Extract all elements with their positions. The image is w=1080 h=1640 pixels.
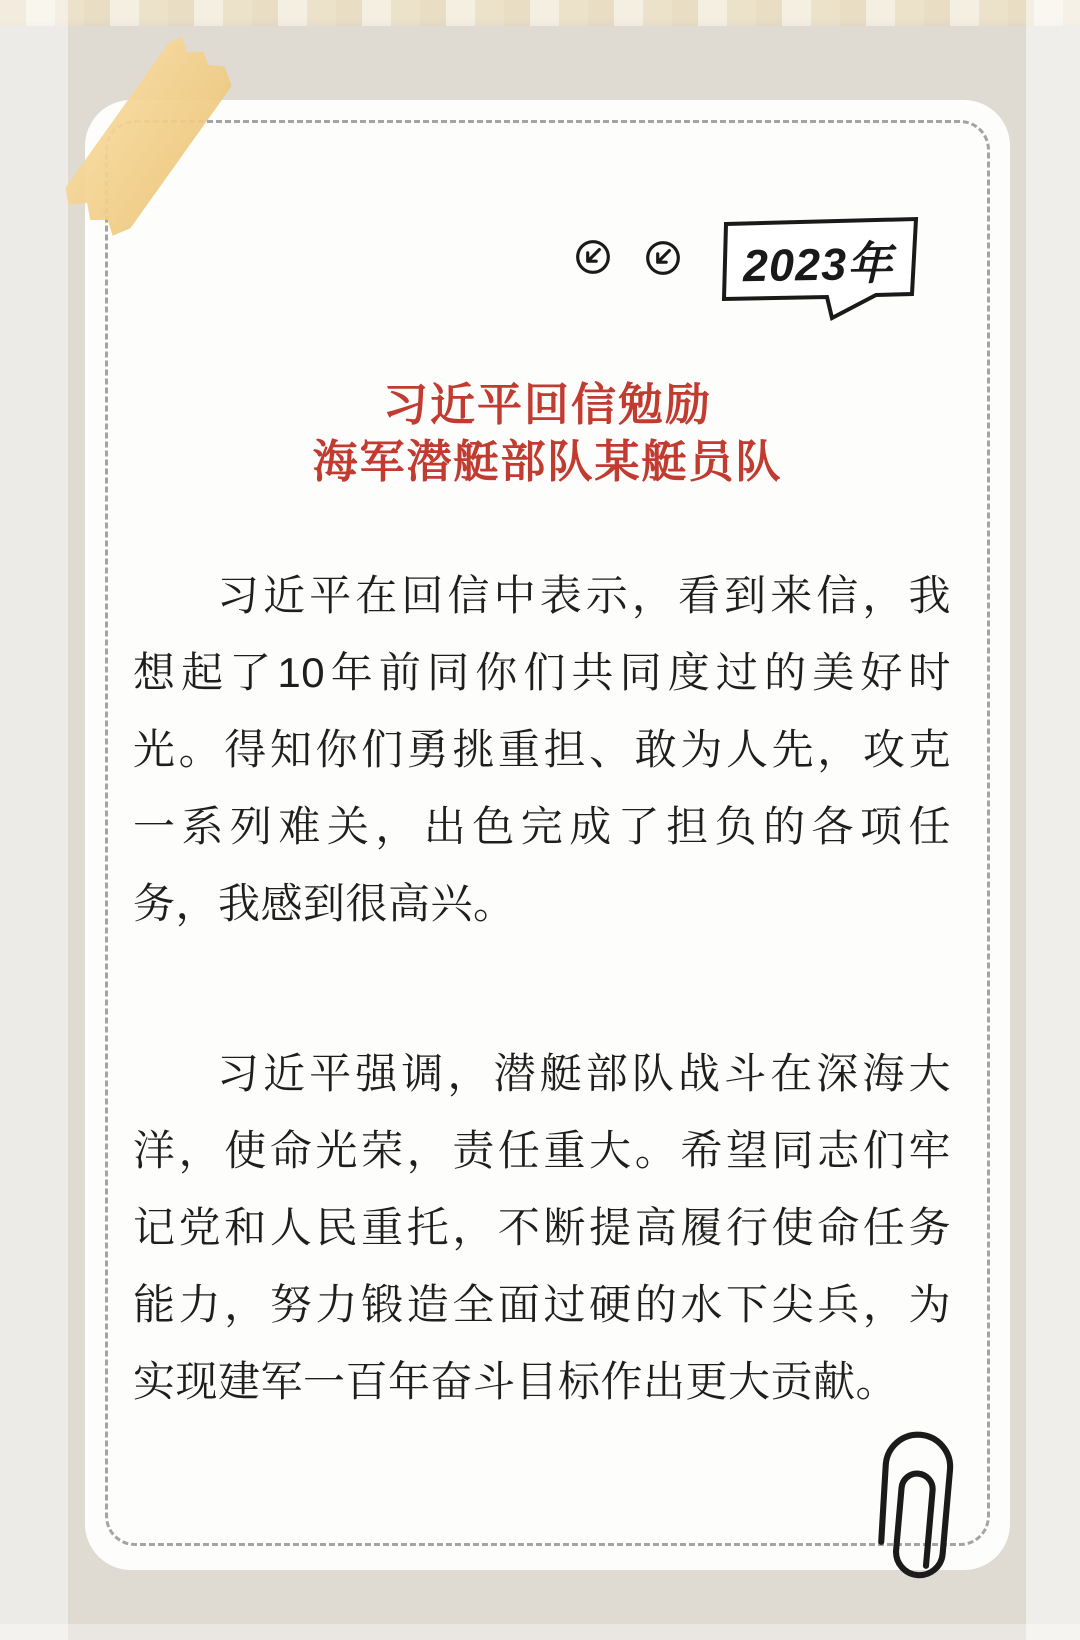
body-text-line: 想起了10年前同你们共同度过的美好时 <box>133 649 951 696</box>
title-line-1: 习近平回信勉励 <box>382 379 712 430</box>
body-text <box>133 557 951 1420</box>
body-text-line: 光。得知你们勇挑重担、敢为人先，攻克 <box>133 726 951 773</box>
year-label: 2023年 <box>742 237 894 292</box>
bottom-light-strip <box>0 1624 1080 1640</box>
right-light-column <box>1026 0 1080 1640</box>
body-text-line: 习近平在回信中表示，看到来信，我 <box>217 572 951 619</box>
left-light-column <box>0 0 68 1640</box>
body-text-line: 洋，使命光荣，责任重大。希望同志们牢 <box>133 1127 951 1174</box>
paragraph <box>133 557 951 942</box>
arrow-down-left-icon <box>574 238 612 276</box>
page-title <box>85 376 1010 490</box>
body-text-line: 务，我感到很高兴。 <box>133 880 516 927</box>
arrow-down-left-icon <box>644 239 682 277</box>
paragraph <box>133 1035 951 1420</box>
title-line-2: 海军潜艇部队某艇员队 <box>312 436 783 487</box>
body-text-line: 习近平强调，潜艇部队战斗在深海大 <box>217 1050 951 1097</box>
body-text-line: 一系列难关，出色完成了担负的各项任 <box>133 803 951 850</box>
top-texture-strip <box>0 0 1080 26</box>
paperclip-icon <box>856 1416 972 1607</box>
year-speech-bubble <box>718 214 922 326</box>
body-text-line: 记党和人民重托，不断提高履行使命任务 <box>133 1204 951 1251</box>
body-text-line: 能力，努力锻造全面过硬的水下尖兵，为 <box>133 1281 951 1328</box>
body-text-line: 实现建军一百年奋斗目标作出更大贡献。 <box>133 1358 899 1405</box>
